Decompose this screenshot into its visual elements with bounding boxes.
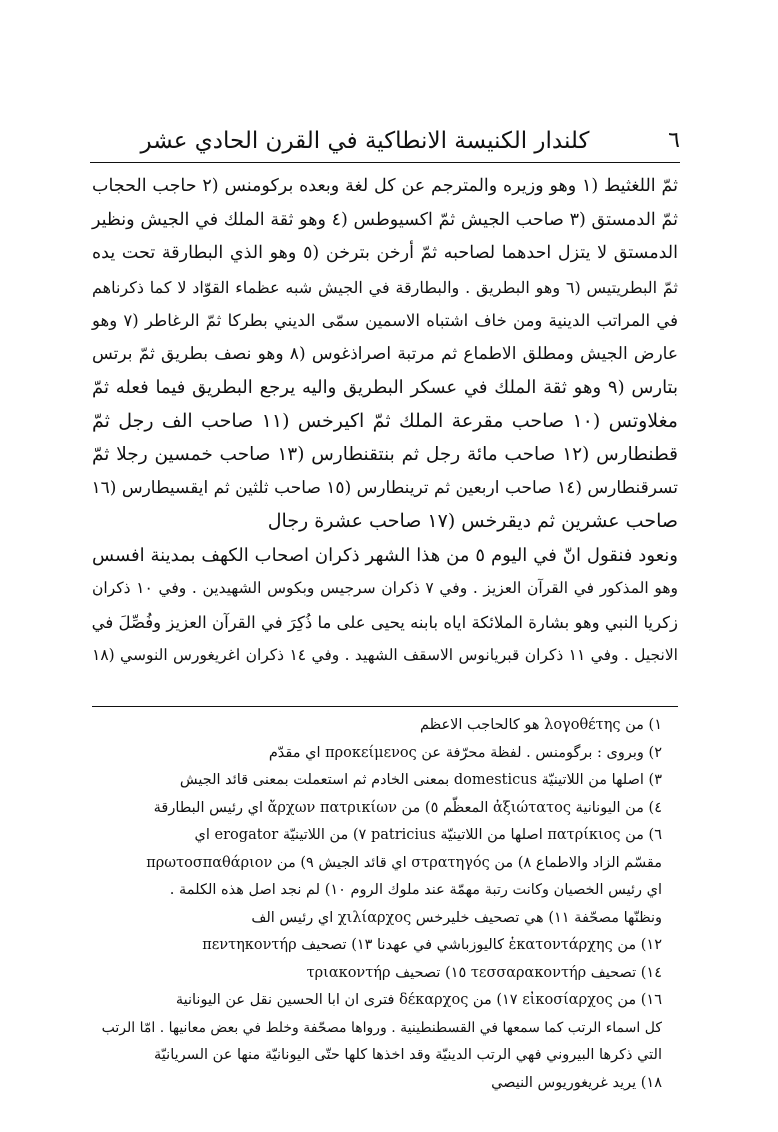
footnote-line: ١) من λογοθέτης هو كالحاجب الاعظم [419,717,662,733]
text-line: ثمّ البطريتيس (٦ وهو البطريق . والبطارقة في الجيش شبه عظماء القوّاد لا كما ذكرناهم [92,277,678,297]
footnote-line: مقسّم الزاد والاطماع ٨) من στρατηγός اي قائد الجيش ٩) من πρωτοσπαθάριον [146,854,662,871]
footnote-line: ٤) من اليونانية ἀξιώτατος المعظّم ٥) من ἄρχων πατρικίων اي رئيس البطارقة [153,799,662,816]
text-line: مغلاوتس (١٠ صاحب مقرعة الملك ثمّ اكيرخس (١١ صاحب الف رجل ثمّ [92,409,678,432]
footnote-line: اي رئيس الخصيان وكانت رتبة مهمّة عند ملوك الروم ١٠) لم نجد اصل هذه الكلمة . [169,882,662,898]
footnote-line: ٣) اصلها من اللاتينيّة domesticus بمعنى الخادم ثم استعملت بمعنى قائد الجيش [179,772,662,788]
text-line: قطنطارس (١٢ صاحب مائة رجل ثم بنتقنطارس (١٣ صاحب خمسين رجلا ثمّ [92,444,679,465]
footnote-line: ٢) وبروى : برگومنس . لفظة محرّفة عن προκείμενος اي مقدّم [268,744,662,761]
text-line: صاحب عشرين ثم ديقرخس (١٧ صاحب عشرة رجال [267,510,678,532]
text-line: زكريا النبي وهو بشارة الملائكة اياه بابنه يحيى على ما ذُكِرَ في القرآن العزيز وفُصِّلَ في [91,612,678,632]
text-line: وهو المذكور في القرآن العزيز . وفي ٧ ذكران سرجيس وبكوس الشهيدين . وفي ١٠ ذكران [92,579,679,597]
text-line: ثمّ الدمستق (٣ صاحب الجيش ثمّ اكسيوطس (٤ وهو ثقة الملك في الجيش ونظير [92,209,678,230]
text-line: تسرقنطارس (١٤ صاحب اربعين ثم ترينطارس (١٥ صاحب ثلثين ثم ايقسيطارس (١٦ [91,477,678,498]
text-line: الانجيل . وفي ١١ ذكران قبريانوس الاسقف الشهيد . وفي ١٤ ذكران اغريغورس النوسي (١٨ [92,646,678,664]
text-line: الدمستق لا يتزل احدهما لصاحبه ثمّ أرخن بترخن (٥ وهو الذي البطارقة تحت يده [92,243,678,263]
footnotes [100,712,662,1097]
text-line: ثمّ اللغثيط (١ وهو وزيره والمترجم عن كل لغة وبعده بركومنس (٢ حاجب الحجاب [92,176,678,196]
text-line: في المراتب الدينية ومن خاف اشتباه الاسمين سمّى الديني بطركا ثمّ الرغاطر (٧ وهو [92,311,678,330]
text-line: ونعود فنقول انّ في اليوم ٥ من هذا الشهر ذكران اصحاب الكهف بمدينة افسس [92,544,679,566]
footnote-line: التي ذكرها البيروني فهي الرتب الدينيّة وقد اخذها كلها حتّى اليونانيّة منها عن السريانيّة [154,1047,662,1063]
footnote-line: ١٦) من εἰκοσίαρχος ١٧) من δέκαρχος فترى ان ابا الحسين نقل عن اليونانية [175,992,662,1008]
main-text [92,170,678,673]
footnote-line: كل اسماء الرتب كما سمعها في القسطنطينية . ورواها مصحّفة وخلط في بعض معانيها . امّا الرتب [101,1019,662,1036]
footnote-line: ونظنّها مصحّفة ١١) هي تصحيف خليرخس χιλίαρχος اي رئيس الف [251,909,662,926]
page-header [90,128,680,163]
footnote-line: ١٢) من ἑκατοντάρχης كاليوزباشي في عهدنا ١٣) تصحيف πεντηκοντήρ [202,937,662,953]
running-title: كلندار الكنيسة الانطاكية في القرن الحادي عشر [140,128,590,154]
footnote-line: ٦) من πατρίκιος اصلها من اللاتينيّة patricius ٧) من اللاتينيّة erogator اي [194,827,662,843]
text-line: بتارس (٩ وهو ثقة الملك في عسكر البطريق واليه يرجع البطريق فيما فعله ثمّ [92,377,678,398]
page-number: ٦ [668,128,680,153]
footnote-separator [92,706,678,707]
footnote-line: ١٨) يريد غريغوريوس النيصي [491,1074,662,1091]
footnote-line: ١٤) تصحيف τεσσαρακοντήρ ١٥) تصحيف τριακοντήρ [306,964,662,981]
text-line: عارض الجيش ومطلق الاطماع ثم مرتبة اصراذغوس (٨ وهو نصف بطريق ثمّ برتس [92,343,678,364]
